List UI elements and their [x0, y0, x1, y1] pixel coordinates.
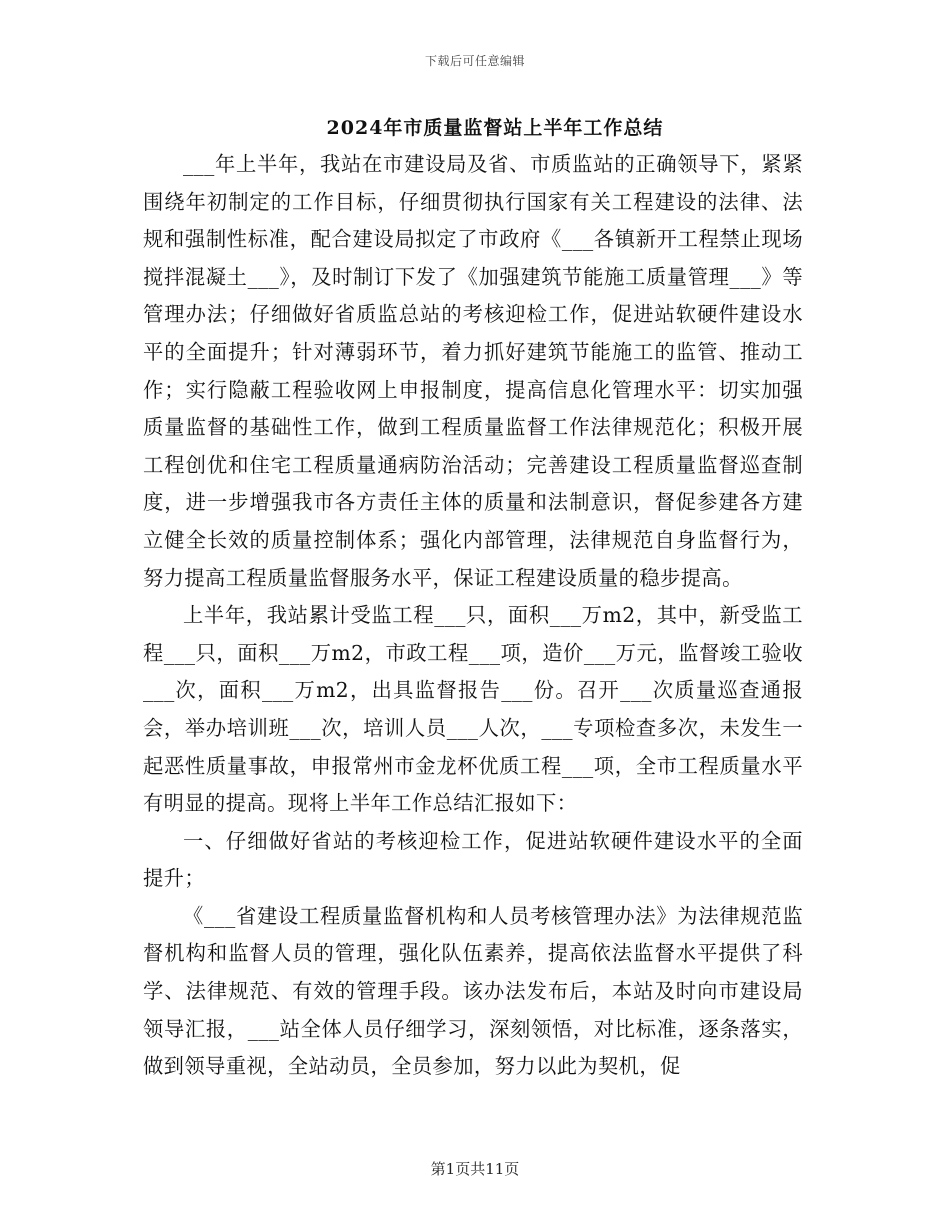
paragraph: 上半年，我站累计受监工程___只，面积___万m2，其中，新受监工程___只，面积___万m2，市政工程___项，造价___万元，监督竣工验收___次，面积___万m2，出具监督报告___份。召开___次质量巡查通报会，举办培训班___次，培训人员___人次，___专项检查多次，未发生一起恶性质量事故，申报常州市金龙杯优质工程___项，全市工程质量水平有明显的提高。现将上半年工作总结汇报如下：: [143, 603, 803, 816]
page-number: 第1页共11页: [430, 1160, 520, 1178]
header-note: 下载后可任意编辑: [424, 54, 525, 68]
paragraph: 《___省建设工程质量监督机构和人员考核管理办法》为法律规范监督机构和监督人员的管理，强化队伍素养，提高依法监督水平提供了科学、法律规范、有效的管理手段。该办法发布后，本站及时向市建设局领导汇报，___站全体人员仔细学习，深刻领悟，对比标准，逐条落实，做到领导重视，全站动员，全员参加，努力以此为契机，促: [143, 903, 803, 1079]
document-title: 2024年市质量监督站上半年工作总结: [326, 117, 664, 139]
section-heading: 一、仔细做好省站的考核迎检工作，促进站软硬件建设水平的全面提升；: [143, 828, 803, 891]
document-body: [143, 146, 803, 1086]
paragraph: ___年上半年，我站在市建设局及省、市质监站的正确领导下，紧紧围绕年初制定的工作目标，仔细贯彻执行国家有关工程建设的法律、法规和强制性标准，配合建设局拟定了市政府《___各镇新开工程禁止现场搅拌混凝土___》，及时制订下发了《加强建筑节能施工质量管理___》等管理办法；仔细做好省质监总站的考核迎检工作，促进站软硬件建设水平的全面提升；针对薄弱环节，着力抓好建筑节能施工的监管、推动工作；实行隐蔽工程验收网上申报制度，提高信息化管理水平：切实加强质量监督的基础性工作，做到工程质量监督工作法律规范化；积极开展工程创优和住宅工程质量通病防治活动；完善建设工程质量监督巡查制度，进一步增强我市各方责任主体的质量和法制意识，督促参建各方建立健全长效的质量控制体系；强化内部管理，法律规范自身监督行为，努力提高工程质量监督服务水平，保证工程建设质量的稳步提高。: [143, 152, 803, 590]
